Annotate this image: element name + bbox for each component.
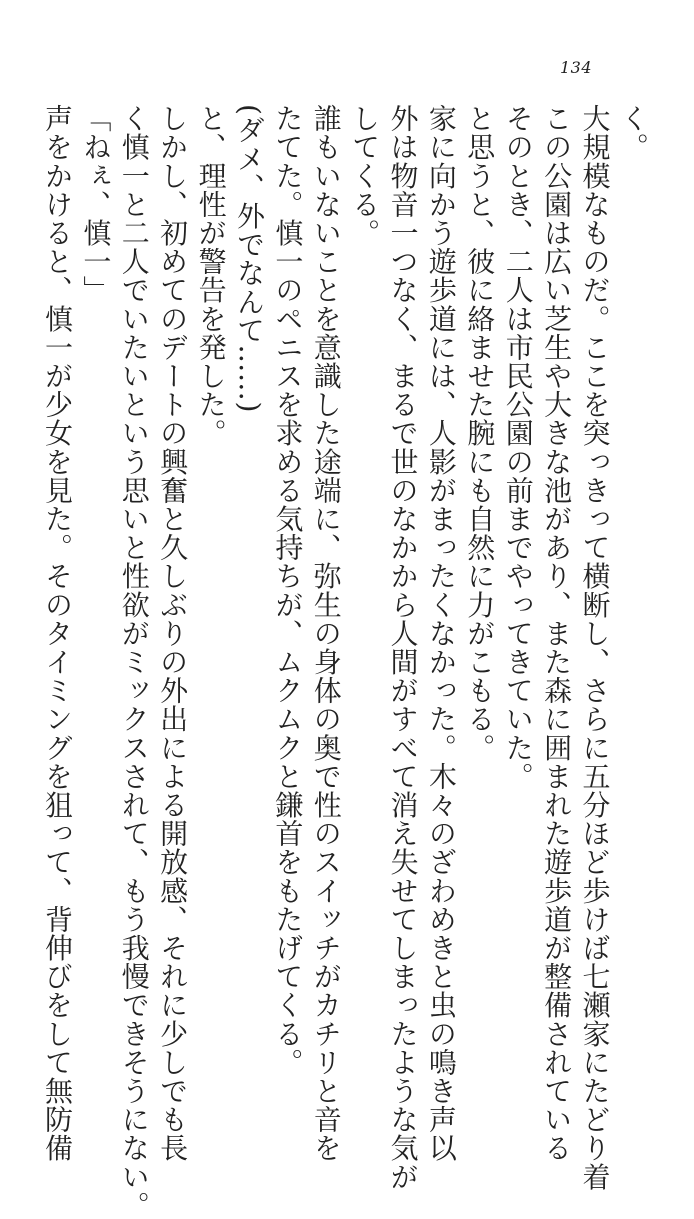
- text-line: 大規模なものだ。ここを突っきって横断し、さらに五分ほど歩けば七瀬家にたどり着: [578, 104, 612, 1191]
- text-line: (ダメ、外でなんて……): [232, 104, 266, 414]
- text-line: く。: [616, 104, 650, 162]
- text-line: 家に向かう遊歩道には、人影がまったくなかった。木々のざわめきと虫の鳴き声以: [424, 104, 458, 1163]
- text-line: 外は物音一つなく、まるで世のなかから人間がすべて消え失せてしまったような気が: [386, 104, 420, 1191]
- text-line: と思うと、彼に絡ませた腕にも自然に力がこもる。: [463, 104, 497, 762]
- page-number: 134: [560, 58, 593, 77]
- text-line: しかし、初めてのデートの興奮と久しぶりの外出による開放感、それに少しでも長: [156, 104, 190, 1163]
- text-line: く慎一と二人でいたいという思いと性欲がミックスされて、もう我慢できそうにない。: [117, 104, 151, 1219]
- text-line: 「ねぇ、慎一」: [79, 104, 113, 305]
- text-line: してくる。: [348, 104, 382, 247]
- text-line: たてた。慎一のペニスを求める気持ちが、ムクムクと鎌首をもたげてくる。: [271, 104, 305, 1077]
- text-line: この公園は広い芝生や大きな池があり、また森に囲まれた遊歩道が整備されている: [540, 104, 574, 1163]
- text-line: と、理性が警告を発した。: [194, 104, 228, 448]
- text-line: 声をかけると、慎一が少女を見た。そのタイミングを狙って、背伸びをして無防備: [41, 104, 74, 1163]
- vertical-body-text: [41, 104, 650, 1219]
- text-line: そのとき、二人は市民公園の前までやってきていた。: [501, 104, 535, 791]
- text-line: 誰もいないことを意識した途端に、弥生の身体の奥で性のスイッチがカチリと音を: [309, 104, 343, 1163]
